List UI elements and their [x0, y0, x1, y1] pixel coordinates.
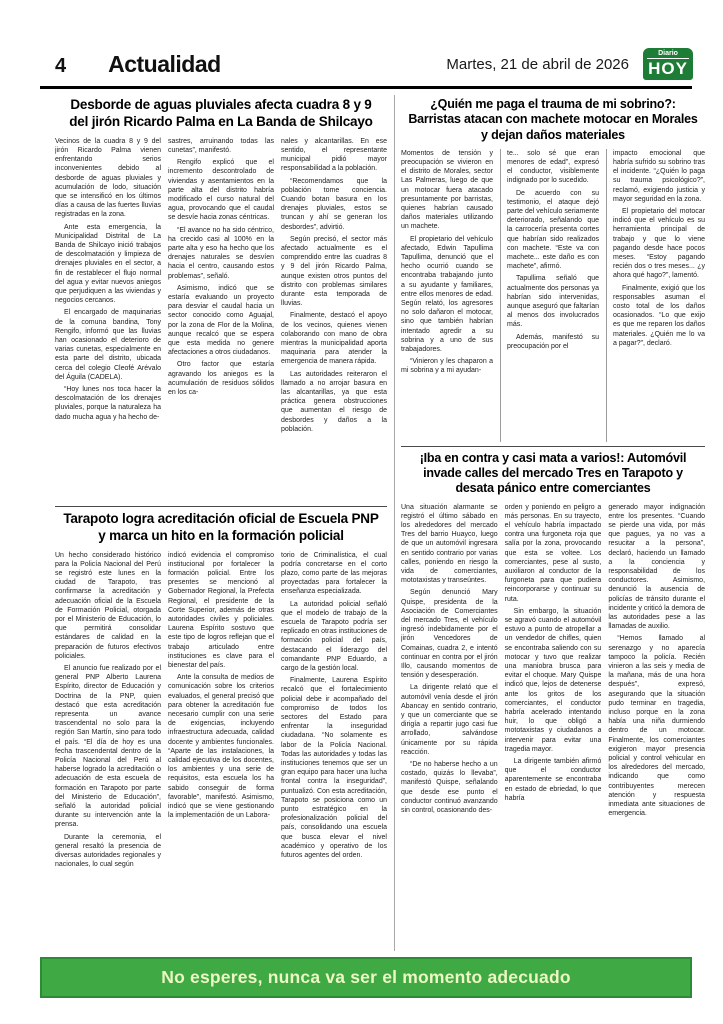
article-columns: [55, 137, 387, 502]
masthead-left: [55, 51, 221, 78]
article-barristas-machete: [401, 97, 705, 442]
article-column: te... solo sé que eran menores de edad”, expresó el conductor, visiblemente indignado por lo sucedido. De acuerdo con su testimonio, el ataque dejó parte del vehículo seriamente deteriorado, señalando que la carrocería presenta cortes que habrían sido realizados con machete. “Este va con machete... este daño es con machete”, afirmó. Tapullima señaló que actualmente dos personas ya habrían sido intervenidas, aunque aseguró que faltarían al menos dos involucrados más. Además, manifestó su preocupación por el: [500, 149, 599, 442]
article-separator: [55, 506, 387, 507]
newspaper-logo: [643, 48, 693, 80]
section-title: Actualidad: [108, 50, 221, 77]
logo-diario-label: Diario: [647, 50, 689, 59]
logo-hoy-label: HOY: [648, 59, 688, 78]
article-columns: [401, 149, 705, 442]
article-acreditacion-pnp: [55, 511, 387, 939]
article-column: torio de Criminalística, el cual podría concretarse en el corto plazo, como parte de las mejoras proyectadas para fortalecer la enseñanza especializada. La autoridad policial señaló que el modelo de trabajo de la escuela de Tarapoto podría ser replicado en otras instituciones de formación policial del país, destacando el liderazgo del comandante PNP Eduardo, a cargo de la gestión local. Finalmente, Laurena Espírito recalcó que el fortalecimiento policial debe ir acompañado del compromiso de todos los sectores del Estado para enfrentar la inseguridad ciudadana. “No solamente es labor de la Policía Nacional. Todas las autoridades y todas las instituciones tenemos que ser un gran equipo para hacer una lucha frontal contra la inseguridad”, puntualizó. Con esta acreditación, Tarapoto se posiciona como un punto estratégico en la profesionalización policial del país, consolidando una escuela que busca elevar el nivel académico y operativo de los futuros agentes del orden.: [281, 551, 387, 859]
article-columns: [401, 503, 705, 951]
article-desborde-aguas: [55, 97, 387, 502]
bottom-banner: [40, 957, 692, 998]
article-column: nales y alcantarillas. En ese sentido, el representante municipal pidió mayor responsabilidad a la población. “Recomendamos que la población tome conciencia. Cuando botan basura en los drenajes pluviales, estos se truncan y ahí se generan los desbordes”, advirtió. Según precisó, el sector más afectado actualmente es el comprendido entre las cuadras 8 y 9 del jirón Ricardo Palma, aunque existen otros puntos del distrito con problemas similares durante esta temporada de lluvias. Finalmente, destacó el apoyo de los vecinos, quienes vienen colaborando con mano de obra mientras la municipalidad aporta maquinaria para atender la emergencia de manera rápida. Las autoridades reiteraron el llamado a no arrojar basura en las alcantarillas, ya que esta práctica genera obstrucciones que aumentan el riesgo de desbordes y daños a la población.: [281, 137, 387, 433]
edition-date: Martes, 21 de abril de 2026: [446, 55, 629, 73]
left-page-half: [55, 95, 387, 951]
article-headline: Desborde de aguas pluviales afecta cuadra 8 y 9 del jirón Ricardo Palma en La Banda de Shilcayo: [69, 97, 373, 129]
page-number: 4: [55, 54, 67, 77]
masthead-right: [446, 48, 693, 80]
article-column: impacto emocional que habría sufrido su sobrino tras el incidente. “¿Quién lo paga su trauma psicológico?”, reclamó, exigiendo justicia y mayor seguridad en la zona. El propietario del motocar indicó que el vehículo es su herramienta principal de trabajo y que lo viene pagando desde hace pocos meses. “Estoy pagando recién dos o tres meses... ¿y ahora qué hago?”, lamentó. Finalmente, exigió que los responsables asuman el costo total de los daños ocasionados. “Lo que exijo es que me reparen los daños materiales. ¿Quién me lo va a pagar?”, declaró.: [606, 149, 705, 442]
article-column: sastres, arruinando todas las cunetas”, manifestó. Rengifo explicó que el incremento descontrolado de viviendas y asentamientos en la parte alta del distrito habría modificado el curso natural del agua, provocando que el caudal se desvíe hacia zonas céntricas. “El avance no ha sido céntrico, ha crecido casi al 100% en la parte alta y eso ha hecho que los drenajes naturales se desvíen hacia el centro, causando estos problemas”, señaló. Asimismo, indicó que se estaría evaluando un proyecto para desviar el caudal hacia un sector conocido como Aguajal, por la zona de Flor de la Molina, aunque recalcó que se espera que esta medida no genere afectaciones a otros ciudadanos. Otro factor que estaría agravando los aniegos es la acumulación de residuos sólidos en los ca-: [168, 137, 274, 397]
article-columns: [55, 551, 387, 939]
masthead-rule: [40, 86, 692, 89]
article-column: orden y poniendo en peligro a más personas. En su trayecto, el vehículo habría impactado contra una furgoneta roja que salía por la zona, provocando que esta se voltee. Los comerciantes, pese al susto, auxiliaron al conductor de la furgoneta para que pudiera reincorporarse y continuar su ruta. Sin embargo, la situación se agravó cuando el automóvil estuvo a punto de atropellar a un vendedor de chifles, quien se encontraba saliendo con su motocar y tuvo que realizar una maniobra brusca para evitar el choque. Mary Quispe indicó que, lejos de detenerse ante los gritos de los comerciantes, el conductor habría acelerado intentando huir, lo que obligó a mototaxistas y ciudadanos a intervenir para evitar una tragedia mayor. La dirigente también afirmó que el conductor aparentemente se encontraba en estado de ebriedad, lo que habría: [504, 503, 602, 802]
article-headline: Tarapoto logra acreditación oficial de Escuela PNP y marca un hito en la formación policial: [63, 510, 379, 543]
article-column: generado mayor indignación entre los presentes. “Cuando se pierde una vida, por más que pagues, ya no vas a resucitar a la persona”, declaró, haciendo un llamado a la conciencia y responsabilidad de los conductores. Asimismo, denunció la ausencia de policías de tránsito durante el incidente y criticó la demora de las autoridades pese a las llamadas de auxilio. “Hemos llamado al serenazgo y no aparecía tampoco la policía. Recién vinieron a las seis y media de la mañana, más de una hora después”, expresó, asegurando que la situación pudo terminar en tragedia, incluso porque en la zona había una niña durmiendo dentro de un motocar. Finalmente, los comerciantes exigieron mayor presencia policial y control vehicular en los alrededores del mercado, indicando que como contribuyentes merecen atención y respuesta inmediata ante situaciones de emergencia.: [608, 503, 705, 818]
article-column: Vecinos de la cuadra 8 y 9 del jirón Ricardo Palma vienen enfrentando serios inconvenientes debido al desborde de aguas pluviales y acumulación de lodo, situación que se intensificó en los últimos días a causa de las fuertes lluvias registradas en la zona. Ante esta emergencia, la Municipalidad Distrital de La Banda de Shilcayo inició trabajos de descolmatación y limpieza de drenajes pluviales en el sector, a fin de restablecer el flujo normal del agua y evitar nuevos aniegos que perjudiquen a las viviendas y negocios cercanos. El encargado de maquinarias de la comuna bandina, Tony Rengifo, informó que las lluvias han ocasionado el deterioro de varias cunetas, especialmente en esta parte del distrito, ubicada cerca del colegio Cleofé Arévalo del Águila (CADELA). “Hoy lunes nos toca hacer la descolmatación de los drenajes pluviales, porque la naturaleza ha dado mucha agua y ha hecho de-: [55, 137, 161, 421]
column-divider: [394, 95, 395, 951]
article-separator: [401, 446, 705, 447]
article-automovil-mercado: [401, 451, 705, 951]
article-headline: ¿Quién me paga el trauma de mi sobrino?: Barristas atacan con machete motocar en Morales y dejan daños materiales: [408, 97, 698, 142]
article-headline: ¡Iba en contra y casi mata a varios!: Automóvil invade calles del mercado Tres en Tarapoto y desata pánico entre comerciantes: [419, 450, 687, 496]
article-column: Momentos de tensión y preocupación se vivieron en el distrito de Morales, sector Las Palmeras, luego de que un motocar fuera atacado presuntamente por barristas, quienes habrían causado daños materiales utilizando un machete. El propietario del vehículo afectado, Edwin Tapullima Tapullima, denunció que el hecho ocurrió cuando se encontraba trabajando junto a su ayudante y familiares, entre ellos menores de edad. Según relató, los agresores no solo dañaron el motocar, sino que también habrían intentado agredir a su sobrina y a uno de sus trabajadores. “Vinieron y les chaparon a mi sobrina y a mi ayudan-: [401, 149, 493, 375]
masthead: [55, 44, 693, 84]
article-column: indicó evidencia el compromiso institucional por fortalecer la formación policial. Entre los presentes se mencionó al Gobernador Regional, la Prefecta Regional, el presidente de la Corte Superior, además de otras autoridades civiles y policiales. Laurena Espírito sostuvo que este tipo de logros reflejan que el trabajo articulado entre instituciones es clave para el bienestar del país. Ante la consulta de medios de comunicación sobre los criterios evaluados, el general precisó que para obtener la acreditación fue necesario cumplir con una serie de exigencias, incluyendo infraestructura adecuada, calidad docente y ambientes funcionales. “Aparte de las instalaciones, la calidad ejecutiva de los docentes, los ambientes y una serie de requisitos, esta escuela los ha sabido conseguir de forma favorable”, manifestó. Asimismo, indicó que se viene gestionando la implementación de un Labora-: [168, 551, 274, 820]
right-page-half: [401, 95, 705, 951]
article-column: Una situación alarmante se registró el último sábado en los alrededores del mercado Tres del barrio Huayco, luego de que un automóvil ingresara en sentido contrario por varias calles, poniendo en riesgo la vida de comerciantes, mototaxistas y transeúntes. Según denunció Mary Quispe, presidenta de la Asociación de Comerciantes del mercado Tres, el vehículo ingresó indebidamente por el jirón Vencedores de Comainas, cuadra 2, e intentó continuar en contra por el jirón Illo, causando momentos de tensión y desesperación. La dirigente relató que el automóvil venía desde el jirón Abancay en sentido contrario, y que un comerciante que se dirigía a repartir jugo casi fue arrollado, salvándose únicamente por su rápida reacción. “De no haberse hecho a un costado, quizás lo llevaba”, manifestó Quispe, señalando que desde ese punto el conductor continuó avanzando sin control, ocasionando des-: [401, 503, 498, 814]
page-content: [55, 95, 705, 951]
article-column: Un hecho considerado histórico para la Policía Nacional del Perú se registró este lunes en la ciudad de Tarapoto, tras confirmarse la acreditación y adecuación oficial de la Escuela de Formación Policial, otorgada por el Ministerio de Educación, lo que permitirá consolidar estándares de calidad en la preparación de futuros efectivos policiales. El anuncio fue realizado por el general PNP Alberto Laurena Espírito, director de Educación y Doctrina de la PNP, quien destacó que esta acreditación representa un avance trascendental no solo para la región San Martín, sino para todo el país. “El día de hoy es una fecha trascendental dentro de la Policía Nacional del Perú al haberse logrado la acreditación o adecuación de esta escuela de formación en Tarapoto por parte del Ministerio de Educación”, señaló la autoridad policial durante su intervención ante la prensa. Durante la ceremonia, el general resaltó la presencia de diversas autoridades regionales y nacionales, lo cual según: [55, 551, 161, 869]
banner-text: No esperes, nunca va ser el momento adecuado: [161, 967, 571, 987]
